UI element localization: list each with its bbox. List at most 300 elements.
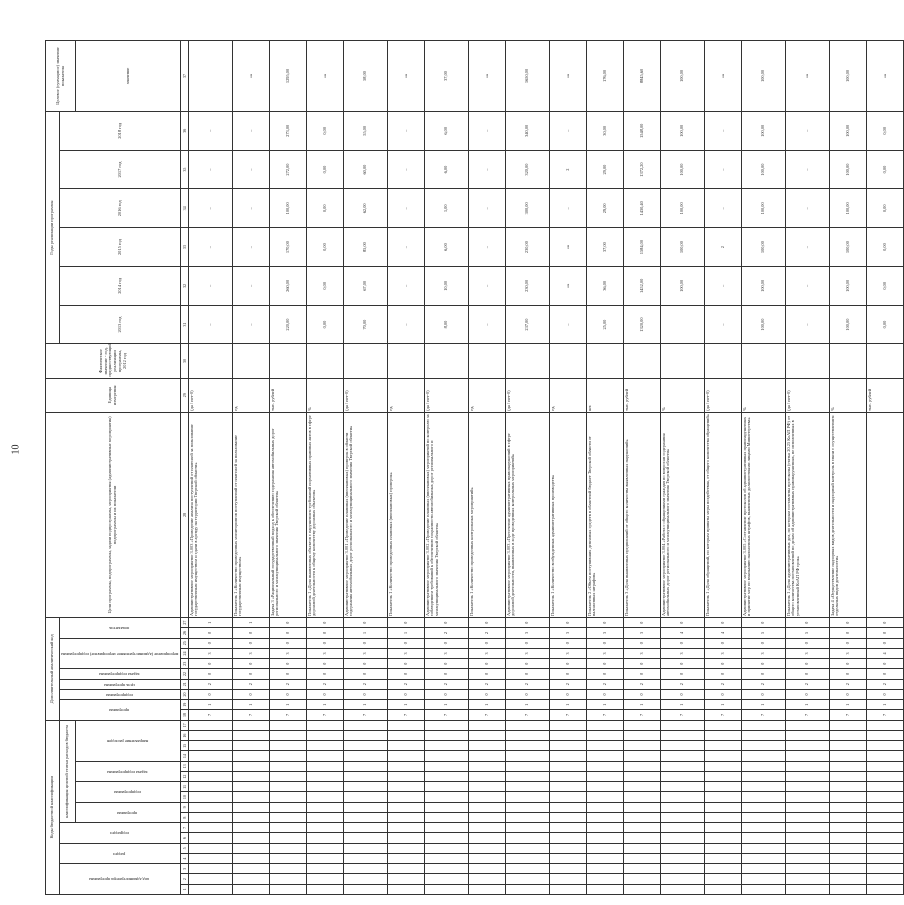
column-number: 16 [181,731,189,741]
column-number: 4 [181,854,189,864]
column-number: 2 [181,874,189,884]
row-year-value: 1548,00 [624,111,661,150]
code-cell [233,823,270,833]
code-cell [587,802,624,812]
code-cell: 3 [624,648,661,658]
code-cell [307,833,344,843]
code-cell: 0 [550,617,587,627]
column-number: 35 [181,150,189,189]
code-cell [550,874,587,884]
column-number: 23 [181,659,189,669]
razdel-header [60,843,181,864]
code-cell [624,741,661,751]
code-cell [742,772,786,782]
code-cell [469,854,506,864]
code-cell: 0 [469,689,506,699]
code-cell: 0 [189,628,233,638]
row-year-value: 67,00 [344,266,388,305]
code-cell: 0 [742,659,786,669]
code-cell [270,823,307,833]
row-year-value: 100,00 [742,228,786,267]
code-cell [830,854,867,864]
code-cell: 0 [506,617,550,627]
code-cell [425,884,469,894]
code-cell [830,782,867,792]
code-cell [233,720,270,730]
code-cell: 0 [587,689,624,699]
code-cell [661,854,705,864]
code-cell [624,854,661,864]
code-cell: 2 [786,679,830,689]
row-total: 1650,00 [506,41,550,112]
code-cell [506,864,550,874]
code-cell [867,843,904,853]
code-cell [307,782,344,792]
row-year-value: – [786,305,830,344]
code-cell [506,833,550,843]
table-row [388,41,425,895]
column-number: 21 [181,679,189,689]
code-cell: 0 [506,659,550,669]
code-cell: 0 [661,689,705,699]
row-year-value: – [550,111,587,150]
code-cell [742,884,786,894]
code-cell [786,864,830,874]
code-cell: 0 [233,659,270,669]
column-number: 36 [181,111,189,150]
code-cell: 3 [189,648,233,658]
code-cell [270,874,307,884]
row-unit: ед. [233,378,270,412]
code-cell: 1 [270,700,307,710]
row-year-value: – [786,266,830,305]
code-cell: 0 [550,638,587,648]
row-year-value: – [786,189,830,228]
code-cell [344,843,388,853]
column-number: 14 [181,751,189,761]
code-cell [786,731,830,741]
row-year-value: 100,00 [661,150,705,189]
code-cell [469,731,506,741]
code-cell [830,843,867,853]
code-cell [388,741,425,751]
code-cell: 0 [189,689,233,699]
row-year-value: – [388,189,425,228]
code-cell [830,751,867,761]
code-cell [344,833,388,843]
code-cell [550,741,587,751]
row-fact [830,344,867,378]
row-fact [469,344,506,378]
razdel-header-text: раздел [113,851,126,857]
code-cell [661,884,705,894]
code-cell [307,720,344,730]
row-year-value: – [469,266,506,305]
code-cell: 0 [388,659,425,669]
row-name: Задача 3 «Рациональный государственный подход к обеспечению содержания автомобильных дорог регионального и межмуниципального значения Тверской области» [270,412,307,617]
code-cell [189,772,233,782]
code-cell: 0 [425,659,469,669]
code-cell: 0 [550,659,587,669]
code-cell [661,741,705,751]
code-cell: 7 [233,710,270,720]
code-cell [506,741,550,751]
code-cell: 1 [469,700,506,710]
code-cell [270,813,307,823]
code-cell: 7 [307,710,344,720]
table-row [233,41,270,895]
row-year-value: 1430,40 [624,189,661,228]
code-cell: 7 [506,710,550,720]
code-cell [344,864,388,874]
code-cell [189,720,233,730]
goal-code-header-text: цель программы [103,682,135,688]
code-cell: 7 [469,710,506,720]
code-cell: 5 [742,628,786,638]
column-number: 1 [181,884,189,894]
code-cell: 0 [661,659,705,669]
code-cell [867,782,904,792]
code-cell [307,823,344,833]
code-cell [344,720,388,730]
column-number: 11 [181,782,189,792]
code-cell: 3 [469,648,506,658]
row-year-value: 237,00 [506,305,550,344]
code-cell [388,813,425,823]
code-cell: 0 [786,659,830,669]
row-fact [705,344,742,378]
row-year-value: 100,00 [742,266,786,305]
code-cell [425,731,469,741]
row-name: Показатель 1 «Количество проведенных мониторингов поступлений от платежей за пользование государственным имуществом» [233,412,270,617]
code-cell [624,731,661,741]
row-year-value: 36,00 [587,266,624,305]
code-cell [742,823,786,833]
code-cell [742,782,786,792]
row-year-value: 70,00 [344,305,388,344]
code-cell [742,731,786,741]
code-cell [270,731,307,741]
code-cell: 1 [786,700,830,710]
code-cell: 0 [388,638,425,648]
row-year-value: 1584,00 [624,228,661,267]
row-year-value: – [705,111,742,150]
code-cell [307,792,344,802]
code-cell: 7 [742,710,786,720]
row-year-value: 30,00 [587,111,624,150]
code-cell [344,761,388,771]
code-cell [307,751,344,761]
code-cell [661,864,705,874]
code-cell: 0 [705,689,742,699]
code-cell: 2 [425,628,469,638]
code-cell [506,884,550,894]
row-year-value: 100,00 [661,266,705,305]
column-number: 5 [181,843,189,853]
code-cell [661,761,705,771]
code-cell: 0 [270,669,307,679]
code-cell: 0 [742,638,786,648]
code-cell: 0 [786,617,830,627]
code-cell: 2 [270,679,307,689]
code-cell [344,731,388,741]
code-cell [344,751,388,761]
row-year-value: 340,00 [506,111,550,150]
row-unit: шт. [587,378,624,412]
code-cell [469,741,506,751]
row-year-value: 100,00 [742,189,786,228]
code-cell: 3 [506,648,550,658]
row-fact [344,344,388,378]
code-cell: 1 [307,700,344,710]
column-number: 17 [181,720,189,730]
row-unit: тыс. рублей [624,378,661,412]
code-cell [624,792,661,802]
row-year-value: – [233,111,270,150]
code-cell [624,772,661,782]
code-cell [189,761,233,771]
code-cell [344,823,388,833]
code-cell [705,761,742,771]
code-cell [830,761,867,771]
column-number: 26 [181,628,189,638]
code-cell: 0 [469,638,506,648]
row-year-value: – [786,228,830,267]
row-year-value: 1,00 [425,189,469,228]
code-cell [506,731,550,741]
code-cell [189,823,233,833]
table-row [661,41,705,895]
row-fact [506,344,550,378]
row-year-value: – [233,266,270,305]
code-cell [661,751,705,761]
row-fact [587,344,624,378]
row-year-value: 0,00 [307,305,344,344]
table-row [469,41,506,895]
row-year-value: 6,00 [425,228,469,267]
code-cell: 0 [624,689,661,699]
code-cell [742,843,786,853]
code-cell: 0 [344,669,388,679]
code-cell [388,782,425,792]
table-row [550,41,587,895]
code-cell: 0 [425,638,469,648]
code-cell [742,761,786,771]
code-cell [550,843,587,853]
code-cell [506,854,550,864]
column-number: 19 [181,700,189,710]
code-cell [742,720,786,730]
row-year-value: 100,00 [830,150,867,189]
code-cell [624,751,661,761]
code-cell: 2 [189,679,233,689]
row-fact [867,344,904,378]
row-year-value: 85,00 [344,228,388,267]
code-cell: 2 [469,679,506,689]
row-total: 100,00 [742,41,786,112]
code-cell [506,782,550,792]
code-cell [270,884,307,894]
code-cell: 0 [705,659,742,669]
code-cell [307,884,344,894]
code-cell [830,813,867,823]
column-number: 27 [181,617,189,627]
code-cell [786,720,830,730]
code-cell [233,813,270,823]
code-cell: 0 [307,617,344,627]
code-cell [705,731,742,741]
code-cell: 7 [388,710,425,720]
code-cell [189,854,233,864]
code-cell [786,802,830,812]
code-cell: 4 [867,648,904,658]
code-cell: 0 [867,638,904,648]
code-cell [307,864,344,874]
row-year-value: – [388,150,425,189]
row-year-value: – [388,228,425,267]
goal-code-header [60,679,181,689]
code-cell [425,864,469,874]
row-year-value: 60,00 [344,150,388,189]
code-cell: 0 [307,659,344,669]
code-cell [233,782,270,792]
code-cell [506,772,550,782]
code-cell [469,720,506,730]
row-total: «» [307,41,344,112]
code-cell [624,874,661,884]
row-total: «» [233,41,270,112]
column-number: 8 [181,813,189,823]
code-cell [587,720,624,730]
row-year-value: – [705,305,742,344]
code-cell [425,751,469,761]
column-number: 24 [181,648,189,658]
admin-code-header-text: код администратора программы [89,877,150,883]
row-year-value: 320,00 [506,150,550,189]
code-cell [233,874,270,884]
column-number: 28 [181,412,189,617]
code-cell [425,792,469,802]
code-cell [661,833,705,843]
code-cell [550,864,587,874]
code-cell [705,854,742,864]
code-cell [425,833,469,843]
code-cell: 0 [867,689,904,699]
code-cell: 0 [189,669,233,679]
code-cell: 0 [742,617,786,627]
row-year-value: 1452,00 [624,266,661,305]
code-cell [307,874,344,884]
row-name: Показатель 1 «Доля обращений, по которым приняты меры воздействия, от общего количества обращений» [705,412,742,617]
subprogram-code-header-text: подпрограмма [105,692,133,698]
code-cell: 0 [624,617,661,627]
code-cell [661,874,705,884]
code-cell: 2 [307,679,344,689]
row-year-value: 0,00 [307,266,344,305]
row-fact [270,344,307,378]
code-cell: 0 [550,669,587,679]
row-year-value: 25,00 [587,305,624,344]
code-cell [270,833,307,843]
code-cell: 2 [550,679,587,689]
code-cell [307,813,344,823]
code-cell [830,802,867,812]
row-total: «» [867,41,904,112]
code-cell: 0 [587,669,624,679]
row-unit: тыс. рублей [867,378,904,412]
program-code-header [60,700,181,721]
row-year-value: – [705,266,742,305]
code-cell [469,884,506,894]
code-cell [786,813,830,823]
code-cell: 1 [233,617,270,627]
row-total: 100,00 [661,41,705,112]
code-cell [469,782,506,792]
code-cell [867,884,904,894]
code-cell: 0 [830,638,867,648]
code-cell [307,741,344,751]
code-cell [661,772,705,782]
code-cell: 7 [587,710,624,720]
code-cell: 2 [624,679,661,689]
row-year-value: 62,00 [344,189,388,228]
row-fact [550,344,587,378]
column-number: 30 [181,344,189,378]
target-program-header-text: программа [117,810,138,816]
years-header: Годы реализации программы [46,111,60,344]
code-cell: 3 [550,648,587,658]
code-cell [189,741,233,751]
code-cell [587,854,624,864]
code-cell: 2 [425,679,469,689]
code-cell [233,792,270,802]
code-cell [270,864,307,874]
column-number: 10 [181,792,189,802]
code-cell [469,802,506,812]
code-cell: 0 [867,628,904,638]
code-cell: 2 [587,679,624,689]
row-year-value: 100,00 [270,189,307,228]
row-name: Показатель 1 «Количество проведенных контрольных мероприятий» [469,412,506,617]
code-cell [425,823,469,833]
row-year-value: 0,00 [867,150,904,189]
row-name [867,412,904,617]
code-cell [705,792,742,802]
row-year-value: – [233,189,270,228]
row-year-value: 29,00 [587,189,624,228]
code-cell: 1 [189,617,233,627]
column-number: 32 [181,266,189,305]
code-cell: 0 [830,659,867,669]
code-cell [233,843,270,853]
code-cell [307,731,344,741]
row-unit: (да / нет-0) [189,378,233,412]
code-cell [189,802,233,812]
code-cell [661,823,705,833]
row-year-value: 0,00 [307,150,344,189]
podrazdel-header-text: подраздел [109,831,129,837]
page-number: 10 [10,444,22,455]
code-cell [867,823,904,833]
code-cell [624,884,661,894]
row-year-value: 29,00 [587,150,624,189]
code-cell [587,741,624,751]
row-year-value: 2 [705,228,742,267]
code-cell [388,874,425,884]
code-cell [624,761,661,771]
code-cell [233,731,270,741]
row-year-value: – [550,305,587,344]
